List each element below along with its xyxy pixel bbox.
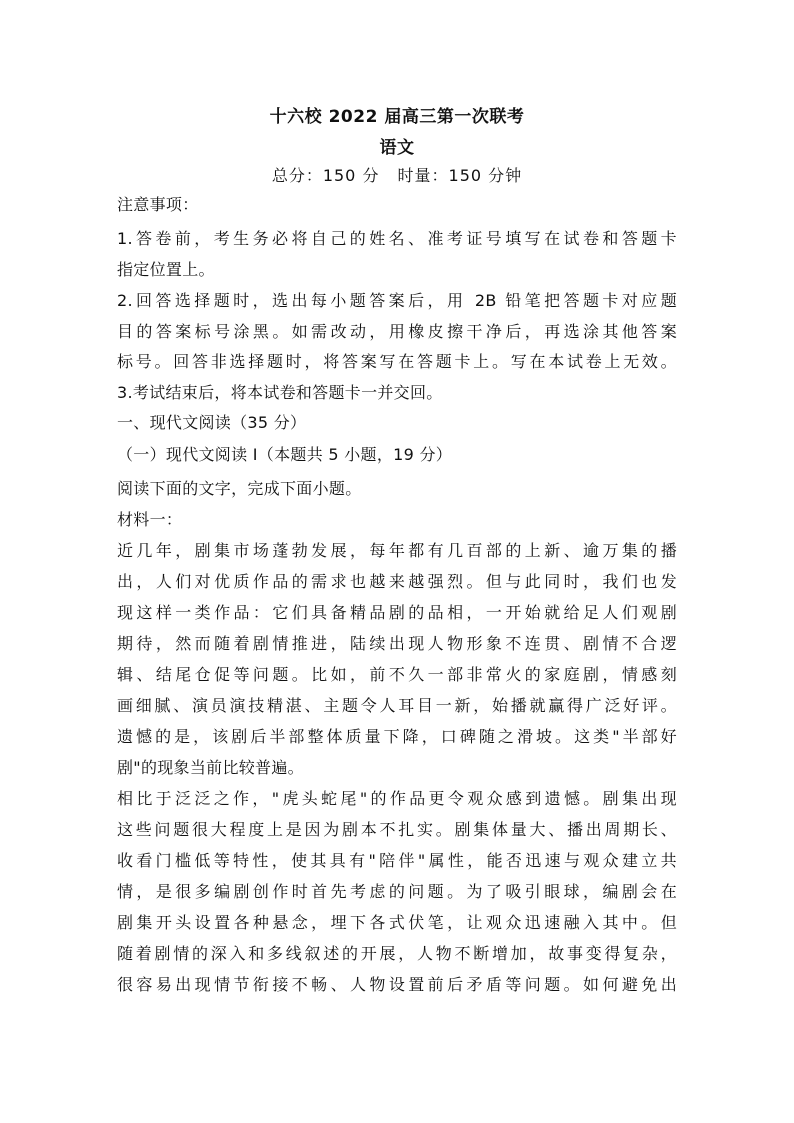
notice-line: 目的答案标号涂黑。如需改动，用橡皮擦干净后，再选涂其他答案 [117, 322, 677, 341]
instruction: 阅读下面的文字，完成下面小题。 [117, 479, 362, 498]
passage-line: 相比于泛泛之作，"虎头蛇尾"的作品更令观众感到遗憾。剧集出现 [117, 789, 677, 808]
passage-line: 随着剧情的深入和多线叙述的开展，人物不断增加，故事变得复杂， [117, 944, 677, 963]
notice-heading: 注意事项： [117, 195, 199, 214]
notice-line: 2.回答选择题时，选出每小题答案后，用 2B 铅笔把答题卡对应题 [117, 291, 677, 310]
passage-line: 剧集开头设置各种悬念，埋下各式伏笔，让观众迅速融入其中。但 [117, 913, 677, 932]
passage-line: 收看门槛低等特性，使其具有"陪伴"属性，能否迅速与观众建立共 [117, 851, 677, 870]
notice-line: 标号。回答非选择题时，将答案写在答题卡上。写在本试卷上无效。 [117, 352, 677, 371]
exam-meta [0, 163, 794, 186]
passage-line: 期待，然而随着剧情推进，陆续出现人物形象不连贯、剧情不合逻 [117, 634, 677, 653]
passage-line: 出，人们对优质作品的需求也越来越强烈。但与此同时，我们也发 [117, 572, 677, 591]
subject-title: 语文 [379, 138, 415, 158]
passage-line: 情，是很多编剧创作时首先考虑的问题。为了吸引眼球，编剧会在 [117, 882, 677, 901]
material-label: 材料一： [117, 510, 183, 529]
passage-line: 画细腻、演员演技精湛、主题令人耳目一新，始播就赢得广泛好评。 [117, 696, 677, 715]
passage-line: 很容易出现情节衔接不畅、人物设置前后矛盾等问题。如何避免出 [117, 975, 677, 994]
passage-line: 近几年，剧集市场蓬勃发展，每年都有几百部的上新、逾万集的播 [117, 541, 677, 560]
notice-line: 指定位置上。 [117, 260, 215, 279]
passage-line: 这些问题很大程度上是因为剧本不扎实。剧集体量大、播出周期长、 [117, 820, 677, 839]
passage-line: 现这样一类作品：它们具备精品剧的品相，一开始就给足人们观剧 [117, 603, 677, 622]
notice-line: 1.答卷前，考生务必将自己的姓名、准考证号填写在试卷和答题卡 [117, 229, 677, 248]
duration: 时量：150 分钟 [397, 166, 523, 185]
sub-section-heading: （一）现代文阅读 I（本题共 5 小题，19 分） [117, 445, 453, 464]
exam-title: 十六校 2022 届高三第一次联考 [269, 107, 525, 127]
passage-line: 遗憾的是，该剧后半部整体质量下降，口碑随之滑坡。这类"半部好 [117, 727, 677, 746]
passage-line: 辑、结尾仓促等问题。比如，前不久一部非常火的家庭剧，情感刻 [117, 665, 677, 684]
section-heading: 一、现代文阅读（35 分） [117, 413, 307, 432]
passage-line: 剧"的现象当前比较普遍。 [117, 758, 304, 777]
notice-line: 3.考试结束后，将本试卷和答题卡一并交回。 [117, 383, 443, 402]
total-score: 总分：150 分 [271, 166, 380, 185]
